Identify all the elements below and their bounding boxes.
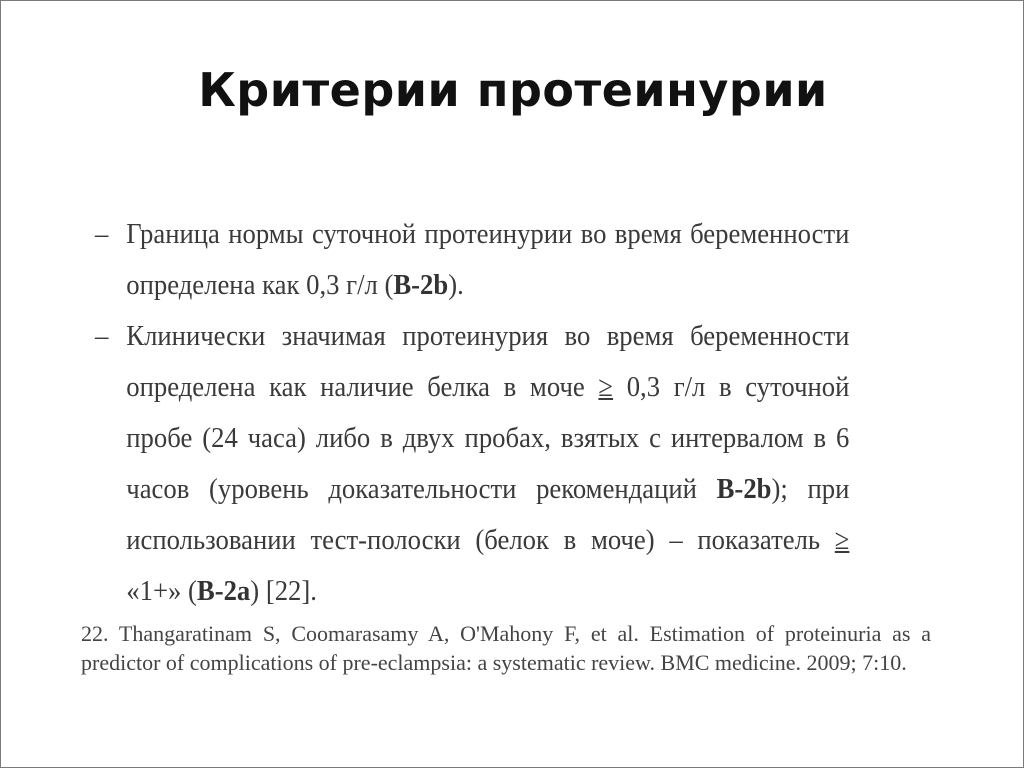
reference-citation: 22. Thangaratinam S, Coomarasamy A, O'Mahony F, et al. Estimation of proteinuria as a predictor of complications of pre-eclampsia: a systematic review. BMC medicine. 2009; 7:10. — [81, 621, 931, 675]
bullet-text: «1+» ( — [126, 575, 197, 607]
slide-body — [95, 209, 849, 617]
bullet-text: ). — [448, 269, 464, 301]
evidence-level: В-2b — [393, 269, 449, 301]
evidence-level: В-2b — [716, 473, 772, 505]
bullet-dash: – — [95, 320, 109, 352]
bullet-text: ); при использовании тест-полоски (белок в моче) – показатель — [126, 473, 850, 556]
bullet-dash: – — [95, 218, 109, 250]
bullet-text: 0,3 г/л в суточной пробе (24 часа) либо в двух пробах, взятых с интервалом в 6 часов (уровень доказательности рекомендаций — [126, 371, 850, 505]
ge-symbol: ≥ — [598, 371, 614, 403]
evidence-level: В-2а — [196, 575, 251, 607]
bullet-text: Клинически значимая протеинурия во время беременности определена как наличие белка в моче — [126, 320, 850, 403]
bullet-item-1 — [95, 209, 849, 311]
ge-symbol: ≥ — [834, 524, 850, 556]
bullet-item-2 — [95, 311, 849, 617]
bullet-text: ) [22]. — [250, 575, 317, 607]
bullet-text: Граница нормы суточной протеинурии во время беременности определена как 0,3 г/л ( — [126, 218, 850, 301]
slide-title: Критерии протеинурии — [198, 63, 828, 117]
